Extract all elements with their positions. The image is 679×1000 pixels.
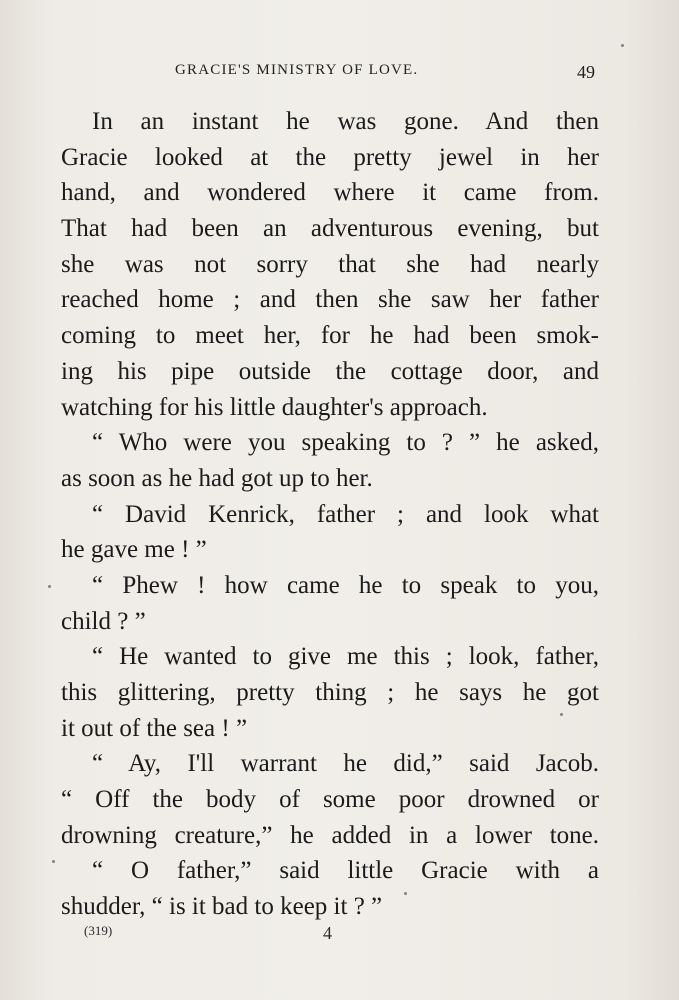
text-line: That had been an adventurous evening, but (61, 215, 599, 243)
text-line: “ David Kenrick, father ; and look what (92, 500, 599, 528)
ink-speck (560, 713, 563, 716)
text-line: as soon as he had got up to her. (61, 464, 373, 492)
text-line: “ Phew ! how came he to speak to you, (92, 571, 599, 599)
text-line: this glittering, pretty thing ; he says he got (61, 679, 599, 706)
text-line: “ Ay, I'll warrant he did,” said Jacob. (92, 750, 599, 778)
ink-speck (621, 44, 624, 47)
text-line: it out of the sea ! ” (61, 714, 248, 742)
printer-code: (319) (84, 923, 113, 938)
text-line: “ Who were you speaking to ? ” he asked, (92, 429, 599, 457)
text-line: drowning creature,” he added in a lower tone. (61, 821, 599, 849)
ink-speck (48, 585, 51, 588)
text-line: child ? ” (61, 607, 146, 635)
text-line: “ O father,” said little Gracie with a (92, 857, 599, 885)
ink-speck (404, 892, 407, 895)
text-line: she was not sorry that she had nearly (61, 250, 599, 278)
text-line: “ He wanted to give me this ; look, father, (92, 643, 599, 671)
text-line: watching for his little daughter's approach. (61, 393, 488, 421)
text-line: coming to meet her, for he had been smok- (61, 322, 599, 350)
text-line: Gracie looked at the pretty jewel in her (61, 143, 599, 171)
page-number: 49 (577, 62, 595, 82)
text-line: ing his pipe outside the cottage door, and (61, 357, 599, 385)
text-line: shudder, “ is it bad to keep it ? ” (61, 893, 383, 921)
text-line: hand, and wondered where it came from. (61, 179, 599, 207)
text-line: he gave me ! ” (61, 536, 207, 564)
signature-mark: 4 (323, 923, 332, 943)
running-head: GRACIE'S MINISTRY OF LOVE. (175, 62, 419, 78)
page-header (0, 62, 679, 86)
text-line: In an instant he was gone. And then (92, 108, 599, 135)
page-footer (0, 923, 679, 953)
body-text (61, 104, 599, 925)
text-line: “ Off the body of some poor drowned or (61, 786, 599, 814)
text-line: reached home ; and then she saw her father (61, 286, 599, 314)
ink-speck (52, 860, 55, 863)
